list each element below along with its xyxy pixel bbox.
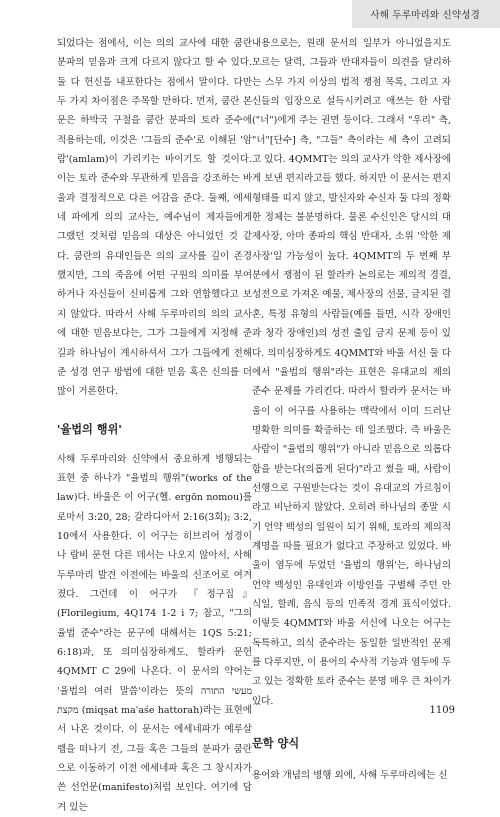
left-paragraph-2: 사해 두루마리와 신약에서 중요하게 병행되는 표현 중 하나가 "율법의 행위"(works of the law)다. 바울은 이 어구(헬. ergōn nomou)를 로마서 3:20, 28; 갈라디아서 2:16(3회); 3:2, 10에서 사용한다. 이 어구는 히브리어 성경이나 랍비 문헌 다른 데서는 나오지 않아서, 사해 두루마리 발견 이전에는 바울의 신조어로 여겨졌다. 그런데 이 어구가 『정구집』(Florilegium, 4Q174 1-2 i 7; 참고, "그의 율법 준수"라는 문구에 대해서는 1QS 5:21; 6:18)과, 또 의미심장하게도, 할라카 문헌 4QMMT C 29에 나온다. 이 문서의 약어는 '율법의 여러 말씀'이라는 뜻의 מעשי התורה מקצת (miqṣat ma'aśe hattorah)라는 표현에서 나온 것이다. 이 문서는 에세네파가 예루살렘을 떠나기 전, 그들 혹은 그들의 분파가 쿰란으로 이동하기 이전 에세네파 혹은 그 창시자가 쓴 선언문(manifesto)처럼 보인다. 여기에 담겨 있는 [57, 453, 252, 813]
running-header [352, 0, 500, 28]
left-paragraph-1: 되었다는 점에서, 이는 의의 교사에 대한 쿰란 분파의 믿음과 크게 다르지 않다고 할 수 있다. 둘 다 헌신을 내포한다는 점에서 말이다. 다만 두 가지 차이점은 주목할 만하다. 먼저, 쿰란 본문은 하박국 구절을 쿰란 분파의 토라 준수에 적용하는데, 이것은 '그들의 준수'로 이해된 '암 람'(amlam)이 가리키는 바이기도 할 것이다. 이는 토라 준수와 무관하게 믿음을 강조하는 바울과 결정적으로 다른 어감을 준다. 둘째, 에세네 파에게 의의 교사는, 예수님이 제자들에게 그랬던 것처럼 믿음의 대상은 아니었던 것 같다. 쿰란의 유대인들은 의의 교사를 깊이 존경했지만, 그의 죽음에 어떤 구원의 의미를 부여하거나 자신들이 신비롭게 그와 연합했다고 보지 않았다. 따라서 사해 두루마리의 의의 교사에 대한 믿음보다는, 그가 그들에게 지정해 준 길과 하나님이 계시하셔서 그가 그들에게 전해 준 성경 연구 방법에 대한 믿음 혹은 신의를 더 많이 거론한다. [57, 38, 252, 398]
section-heading-literary-forms: 문학 양식 [252, 736, 300, 751]
left-column [57, 34, 252, 817]
running-title: 사해 두루마리와 신약성경 [370, 10, 480, 21]
page-number: 1109 [429, 705, 455, 716]
right-column [252, 34, 451, 785]
right-paragraph-1: 내용으로는, 원래 문서의 일부가 아니었을지도 모르는 달력, 그들과 반대자들이 의견을 달리하는 스무 가지 이상의 법적 쟁점 목록, 그리고 자신들의 입장으로 설득시키려고 애쓰는 한 사람("너")에게 주는 권면 등이다. 그래서 "우리" 측, "너"[단수] 측, "그들" 측이라는 세 측이 고려되고 있다. 4QMMT는 의의 교사가 악한 제사장에게 보낸 편지라고들 했다. 하지만 이 문서는 편지 형태를 띠지 않고, 발신자와 수신자 둘 다의 정확한 정체는 불분명하다. 물론 수신인은 당시의 대제사장, 아마 종파의 핵심 반대자, 소위 '악한 제사장'일 가능성이 높다. 4QMMT의 두 번째 부분에서 쟁점이 된 할라카 논의로는 제의적 경결, 성전으로 가져온 예물, 제사장의 선물, 금지된 결혼, 특정 유형의 사람들(예를 들면, 시각 장애인과 청각 장애인)의 성전 출입 금지 문제 등이 있다. 의미심장하게도 4QMMT와 바울 서신 둘 다에서 "율법의 행위"라는 표현은 유대교의 제의 준수 문제를 가리킨다. 따라서 할라카 문서는 바울이 이 어구를 사용하는 맥락에서 이미 드러난 명확한 의미를 확증하는 데 일조했다. 즉 바울은 사람이 "율법의 행위"가 아니라 믿음으로 의롭다 함을 받는다(의롭게 된다)"라고 썼을 때, 사람이 선행으로 구원받는다는 것이 유대교의 가르침이라고 비난하지 않았다. 오히려 하나님의 종말 시기 언약 백성의 일원이 되기 위해, 토라의 제의적 계명을 따를 필요가 없다고 주장하고 있었다. 바울이 염두에 두었던 '율법의 행위'는, 하나님의 언약 백성인 유대인과 이방인을 구별해 주던 안식일, 할례, 음식 등의 민족적 경계 표식이었다. 이렇듯 4QMMT와 바울 서신에 나오는 어구는 독특하고, 의식 준수라는 동일한 일반적인 문제를 다루지만, 이 용어의 수사적 기능과 염두에 두고 있는 정확한 토라 준수는 분명 매우 큰 차이가 있다. [252, 38, 451, 707]
right-paragraph-2: 용어와 개념의 병행 외에, 사해 두루마리에는 신 [252, 770, 448, 782]
section-heading-works-of-law: '율법의 행위' [57, 421, 122, 436]
